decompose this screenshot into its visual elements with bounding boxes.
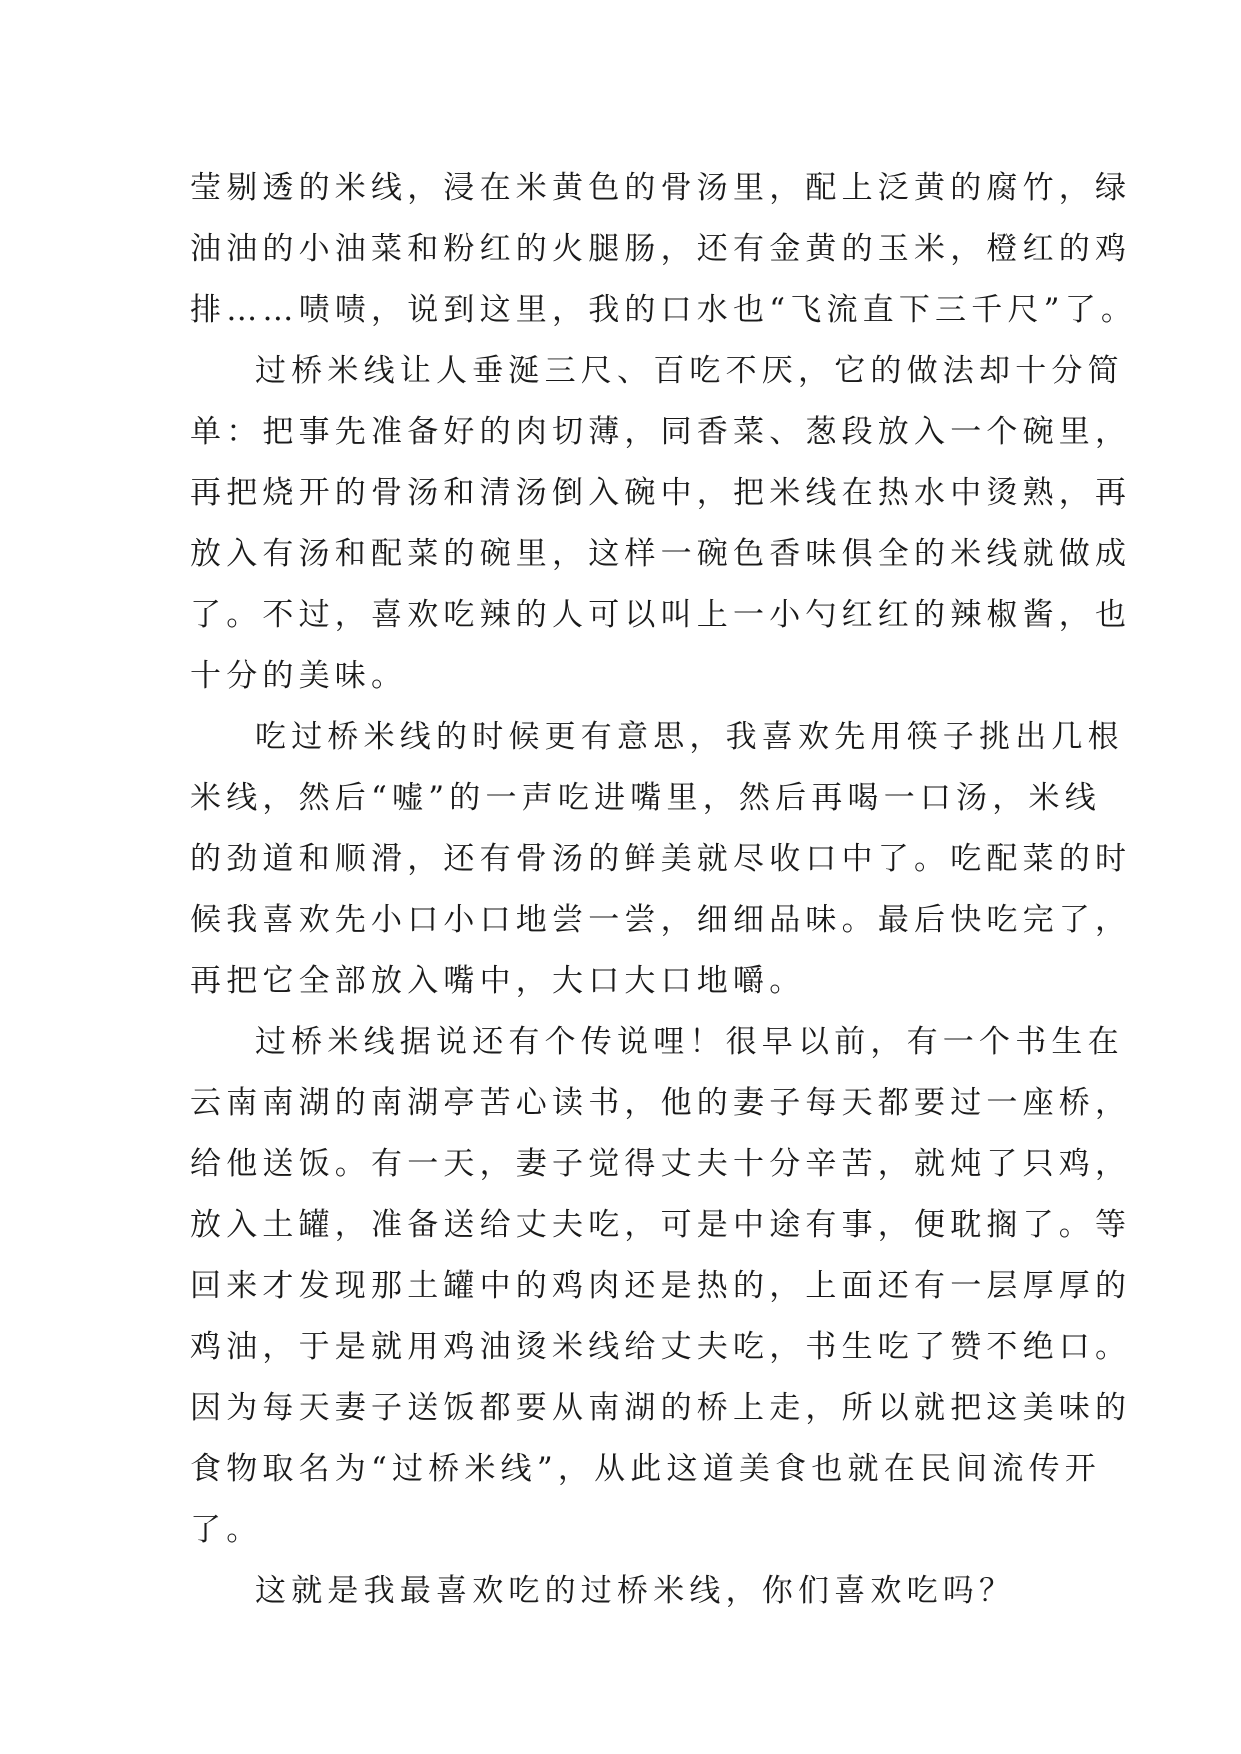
- paragraph-2: [190, 341, 1132, 707]
- text-line: 鸡油，于是就用鸡油烫米线给丈夫吃，书生吃了赞不绝口。: [190, 1329, 1132, 1365]
- text-line: 食物取名为“过桥米线”，从此这道美食也就在民间流传开: [190, 1451, 1101, 1487]
- text-line: 过桥米线据说还有个传说哩！很早以前，有一个书生在: [255, 1024, 1124, 1060]
- text-line: 给他送饭。有一天，妻子觉得丈夫十分辛苦，就炖了只鸡，: [190, 1146, 1132, 1182]
- text-line: 放入有汤和配菜的碗里，这样一碗色香味俱全的米线就做成: [190, 536, 1132, 572]
- text-line: 吃过桥米线的时候更有意思，我喜欢先用筷子挑出几根: [255, 719, 1124, 755]
- text-line: 过桥米线让人垂涎三尺、百吃不厌，它的做法却十分简: [255, 353, 1124, 389]
- text-line: 排……啧啧，说到这里，我的口水也“飞流直下三千尺”了。: [190, 292, 1138, 328]
- text-line: 十分的美味。: [190, 658, 408, 694]
- paragraph-5: [190, 1561, 1060, 1622]
- document-body: [190, 158, 1138, 1622]
- text-line: 的劲道和顺滑，还有骨汤的鲜美就尽收口中了。吃配菜的时: [190, 841, 1132, 877]
- text-line: 米线，然后“嘘”的一声吃进嘴里，然后再喝一口汤，米线: [190, 780, 1101, 816]
- text-line: 再把烧开的骨汤和清汤倒入碗中，把米线在热水中烫熟，再: [190, 475, 1132, 511]
- text-line: 油油的小油菜和粉红的火腿肠，还有金黄的玉米，橙红的鸡: [190, 231, 1132, 267]
- text-line: 因为每天妻子送饭都要从南湖的桥上走，所以就把这美味的: [190, 1390, 1132, 1426]
- text-line: 了。不过，喜欢吃辣的人可以叫上一小勺红红的辣椒酱，也: [190, 597, 1132, 633]
- text-line: 放入土罐，准备送给丈夫吃，可是中途有事，便耽搁了。等: [190, 1207, 1132, 1243]
- text-line: 单：把事先准备好的肉切薄，同香菜、葱段放入一个碗里，: [190, 414, 1132, 450]
- paragraph-1: [190, 158, 1138, 341]
- text-line: 莹剔透的米线，浸在米黄色的骨汤里，配上泛黄的腐竹，绿: [190, 170, 1132, 206]
- text-line: 候我喜欢先小口小口地尝一尝，细细品味。最后快吃完了，: [190, 902, 1132, 938]
- text-line: 了。: [190, 1512, 263, 1548]
- text-line: 云南南湖的南湖亭苦心读书，他的妻子每天都要过一座桥，: [190, 1085, 1132, 1121]
- paragraph-3: [190, 707, 1132, 1012]
- text-line: 这就是我最喜欢吃的过桥米线，你们喜欢吃吗？: [255, 1573, 1016, 1609]
- paragraph-4: [190, 1012, 1132, 1561]
- text-line: 再把它全部放入嘴中，大口大口地嚼。: [190, 963, 806, 999]
- text-line: 回来才发现那土罐中的鸡肉还是热的，上面还有一层厚厚的: [190, 1268, 1132, 1304]
